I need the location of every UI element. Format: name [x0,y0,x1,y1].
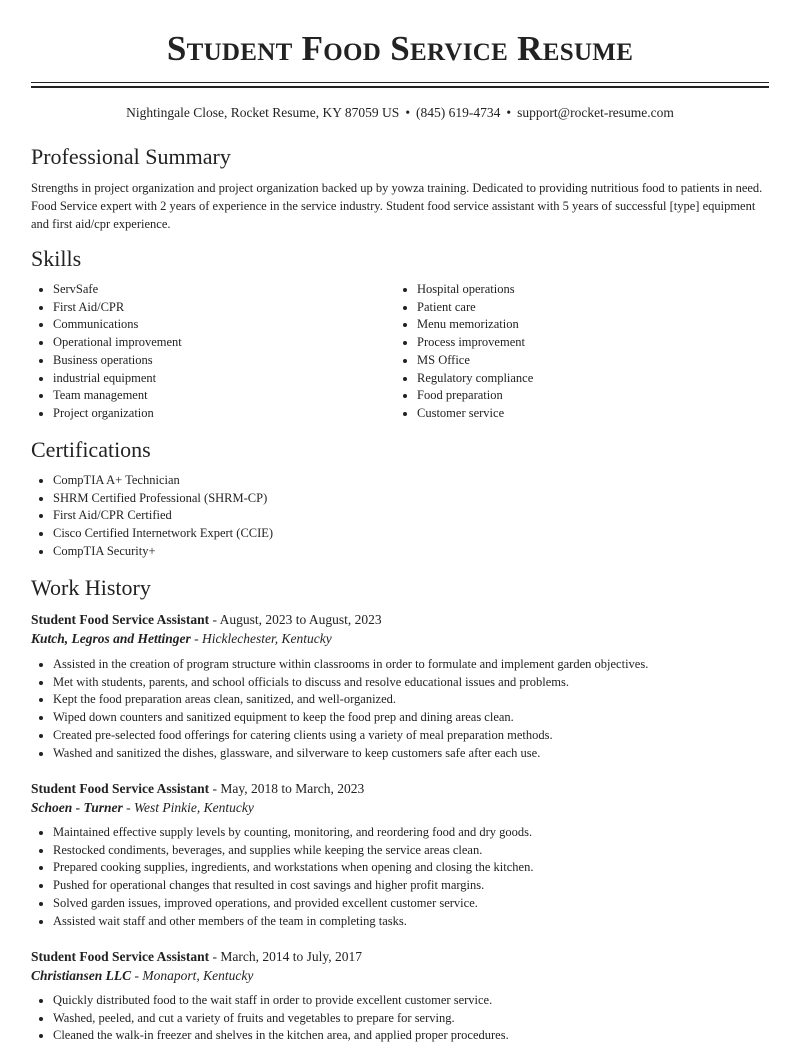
job-location: - Hicklechester, Kentucky [190,631,332,646]
skills-heading: Skills [31,246,82,271]
skill-item: • Project organization [53,405,393,423]
job-title: Student Food Service Assistant [31,949,210,964]
skill-item: • Patient care [417,299,787,317]
skills-list-right [395,281,787,423]
contact-phone: (845) 619-4734 [416,105,501,120]
job-duty: • Kept the food preparation areas clean, sanitized, and well-organized. [53,691,791,709]
skill-item: • Business operations [53,352,393,370]
skill-item: • Process improvement [417,334,787,352]
skill-item: • Hospital operations [417,281,787,299]
skill-item: • Regulatory compliance [417,370,787,388]
skill-item: • Customer service [417,405,787,423]
certification-item: • Cisco Certified Internetwork Expert (CCIE) [53,525,773,543]
job-company: Kutch, Legros and Hettinger [31,631,191,646]
certifications-list [31,472,773,561]
job-duty: • Created pre-selected food offerings for catering clients using a variety of meal preparation methods. [53,727,791,745]
skills-list-left [31,281,393,423]
job-duty: • Prepared cooking supplies, ingredients, and workstations when opening and closing the kitchen. [53,859,791,877]
job-dates: - March, 2014 to July, 2017 [209,949,362,964]
job-title-line [31,948,362,966]
job-location: - West Pinkie, Kentucky [122,800,254,815]
job-dates: - August, 2023 to August, 2023 [209,612,382,627]
skill-item: • industrial equipment [53,370,393,388]
job-company-line [31,967,253,985]
job-company: Schoen - Turner [31,800,123,815]
job-duty: • Wiped down counters and sanitized equipment to keep the food prep and dining areas clean. [53,709,791,727]
summary-heading: Professional Summary [31,144,231,169]
job-duty: • Solved garden issues, improved operations, and provided excellent customer service. [53,895,791,913]
job-duties-list [31,992,791,1045]
skill-item: • Menu memorization [417,316,787,334]
job-duty: • Restocked condiments, beverages, and supplies while keeping the service areas clean. [53,842,791,860]
skill-item: • MS Office [417,352,787,370]
certification-item: • CompTIA A+ Technician [53,472,773,490]
certification-item: • SHRM Certified Professional (SHRM-CP) [53,490,773,508]
job-duty: • Washed and sanitized the dishes, glassware, and silverware to keep customers safe after each use. [53,745,791,763]
job-duty: • Assisted wait staff and other members of the team in completing tasks. [53,913,791,931]
work-history-heading: Work History [31,575,151,600]
job-duty: • Washed, peeled, and cut a variety of fruits and vegetables to prepare for serving. [53,1010,791,1028]
job-duty: • Quickly distributed food to the wait staff in order to provide excellent customer service. [53,992,791,1010]
title-divider-thin [31,82,769,83]
job-title-line [31,780,364,798]
skill-item: • Communications [53,316,393,334]
contact-email: support@rocket-resume.com [517,105,674,120]
job-duty: • Cleaned the walk-in freezer and shelves in the kitchen area, and applied proper procedures. [53,1027,791,1045]
job-title: Student Food Service Assistant [31,781,210,796]
job-duty: • Met with students, parents, and school officials to discuss and resolve educational issues and problems. [53,674,791,692]
title-divider-thick [31,86,769,88]
job-company: Christiansen LLC [31,968,132,983]
skill-item: • Food preparation [417,387,787,405]
contact-separator: • [405,105,411,120]
contact-line [0,104,800,122]
summary-text: Strengths in project organization and project organization backed up by yowza training. Dedicated to providing nutritious food to patients in need. Food Service expert with 2 years of experience in the service industry. Student food service assistant with 5 years of successful [type] equipment and first aid/cpr experience. [31,181,763,231]
job-duties-list [31,824,791,930]
skill-item: • Operational improvement [53,334,393,352]
job-title-line [31,611,382,629]
certifications-heading: Certifications [31,437,151,462]
resume-title: Student Food Service Resume [166,29,634,68]
skill-item: • ServSafe [53,281,393,299]
job-company-line [31,799,254,817]
job-company-line [31,630,332,648]
certification-item: • First Aid/CPR Certified [53,507,773,525]
job-duty: • Maintained effective supply levels by counting, monitoring, and reordering food and dry goods. [53,824,791,842]
job-dates: - May, 2018 to March, 2023 [209,781,365,796]
skill-item: • First Aid/CPR [53,299,393,317]
contact-separator: • [506,105,512,120]
job-title: Student Food Service Assistant [31,612,210,627]
contact-address: Nightingale Close, Rocket Resume, KY 87059 US [126,105,400,120]
job-duty: • Assisted in the creation of program structure within classrooms in order to formulate and implement garden objectives. [53,656,791,674]
job-duty: • Pushed for operational changes that resulted in cost savings and higher profit margins. [53,877,791,895]
job-location: - Monaport, Kentucky [131,968,254,983]
certification-item: • CompTIA Security+ [53,543,773,561]
skill-item: • Team management [53,387,393,405]
job-duties-list [31,656,791,762]
